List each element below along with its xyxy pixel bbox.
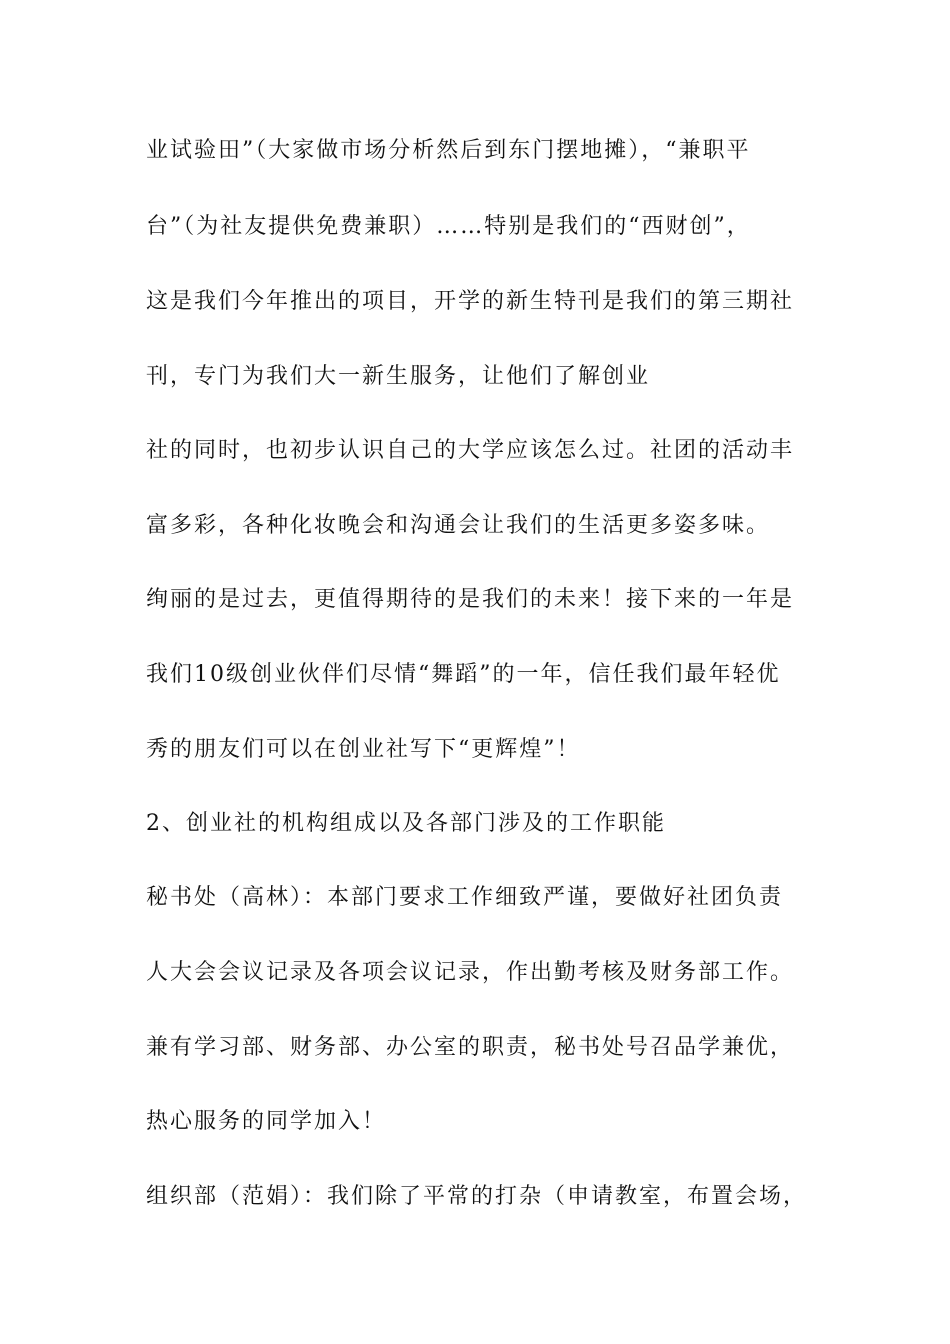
text-line-4: 刊，专门为我们大一新生服务，让他们了解创业 [146, 364, 651, 389]
text-line-1: 业试验田”（大家做市场分析然后到东门摆地摊），“兼职平 [146, 138, 751, 163]
text-line-12: 人大会会议记录及各项会议记录，作出勤考核及财务部工作。 [146, 960, 795, 985]
text-line-5: 社的同时，也初步认识自己的大学应该怎么过。社团的活动丰 [146, 438, 795, 463]
text-line-13: 兼有学习部、财务部、办公室的职责，秘书处号召品学兼优， [146, 1035, 795, 1060]
text-line-7: 绚丽的是过去，更值得期待的是我们的未来！接下来的一年是 [146, 587, 795, 612]
text-line-11: 秘书处（高林）：本部门要求工作细致严谨，要做好社团负责 [146, 885, 784, 910]
text-line-6: 富多彩，各种化妆晚会和沟通会让我们的生活更多姿多味。 [146, 513, 771, 538]
text-line-15: 组织部（范娟）：我们除了平常的打杂（申请教室，布置会场， [146, 1184, 808, 1209]
section-heading: 2、创业社的机构组成以及各部门涉及的工作职能 [146, 811, 666, 836]
text-line-3: 这是我们今年推出的项目，开学的新生特刊是我们的第三期社 [146, 289, 795, 314]
text-line-2: 台”（为社友提供免费兼职）……特别是我们的“西财创”， [146, 214, 751, 239]
text-line-9: 秀的朋友们可以在创业社写下“更辉煌”！ [146, 737, 581, 762]
text-line-14: 热心服务的同学加入！ [146, 1109, 387, 1134]
text-line-8: 我们10级创业伙伴们尽情“舞蹈”的一年，信任我们最年轻优 [146, 662, 781, 687]
